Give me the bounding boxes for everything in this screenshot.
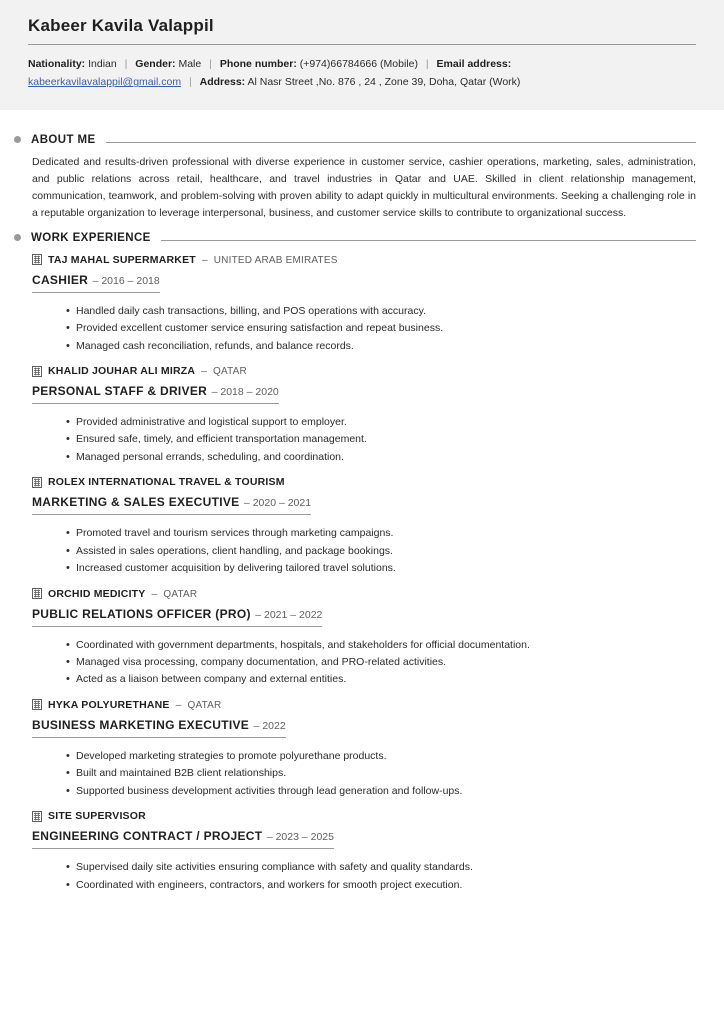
job-duty-item: • Managed visa processing, company documentation, and PRO-related activities. <box>66 654 696 671</box>
nationality-label: Nationality: <box>28 58 86 70</box>
section-rule <box>106 142 696 143</box>
job-title: BUSINESS MARKETING EXECUTIVE <box>32 717 250 732</box>
building-icon <box>32 366 42 377</box>
job-duties-list <box>32 414 696 466</box>
section-header-work-experience <box>28 232 696 244</box>
employer-name: ORCHID MEDICITY <box>48 587 146 600</box>
work-experience-entry <box>32 365 696 466</box>
job-dates-dash: – <box>211 386 221 399</box>
employer-dash: – <box>201 365 207 378</box>
email-link[interactable]: kabeerkavilavalappil@gmail.com <box>28 76 182 89</box>
header-divider <box>28 44 696 45</box>
job-dates: 2020 – 2021 <box>252 497 312 510</box>
section-work-experience <box>28 232 696 894</box>
job-dates-dash: – <box>253 719 263 732</box>
job-duty-item: • Promoted travel and tourism services through marketing campaigns. <box>66 525 696 542</box>
section-about-me <box>28 134 696 222</box>
phone-value: (+974)66784666 (Mobile) <box>299 58 418 70</box>
address-value: Al Nasr Street ,No. 876 , 24 , Zone 39, Doha, Qatar (Work) <box>247 76 521 89</box>
job-dates-dash: – <box>243 497 253 510</box>
job-duties-list <box>32 303 696 355</box>
resume-body <box>0 110 724 930</box>
field-separator-icon: | <box>425 58 429 70</box>
page-title: Kabeer Kavila Valappil <box>28 16 214 35</box>
job-title-line <box>32 271 160 293</box>
job-duties-list <box>32 525 696 577</box>
work-experience-entry <box>32 254 696 355</box>
job-duties-list <box>32 637 696 689</box>
employer-line <box>32 254 696 266</box>
job-duty-item: • Supported business development activities through lead generation and follow-ups. <box>66 783 696 800</box>
employer-location: UNITED ARAB EMIRATES <box>213 254 338 266</box>
job-duty-item: • Assisted in sales operations, client handling, and package bookings. <box>66 543 696 560</box>
job-dates: 2018 – 2020 <box>220 386 279 399</box>
resume-header <box>0 0 724 110</box>
employer-dash: – <box>175 698 182 711</box>
job-title-line <box>32 827 334 849</box>
job-duty-item: • Coordinated with engineers, contractors, and workers for smooth project execution. <box>66 877 696 894</box>
job-dates-dash: – <box>266 831 276 844</box>
employer-location: QATAR <box>187 699 222 711</box>
job-title: PERSONAL STAFF & DRIVER <box>32 384 208 399</box>
address-label: Address: <box>199 76 246 89</box>
job-duty-item: • Managed cash reconciliation, refunds, and balance records. <box>66 338 696 355</box>
gender-value: Male <box>178 58 202 70</box>
section-dot-icon <box>14 234 21 241</box>
job-dates: 2023 – 2025 <box>275 831 334 844</box>
job-duty-item: • Built and maintained B2B client relationships. <box>66 765 696 782</box>
contact-details <box>28 55 696 92</box>
job-duties-list <box>32 748 696 800</box>
job-duties-list <box>32 859 696 894</box>
field-separator-icon: | <box>209 58 212 70</box>
building-icon <box>32 811 42 822</box>
section-title-work-experience: WORK EXPERIENCE <box>31 231 151 244</box>
job-duty-item: • Provided excellent customer service ensuring satisfaction and repeat business. <box>66 320 696 337</box>
job-duty-item: • Increased customer acquisition by delivering tailored travel solutions. <box>66 560 696 577</box>
employer-line <box>32 588 696 600</box>
job-duty-item: • Managed personal errands, scheduling, and coordination. <box>66 449 696 466</box>
job-title-line <box>32 493 311 515</box>
employer-name: KHALID JOUHAR ALI MIRZA <box>48 365 196 378</box>
field-separator-icon: | <box>188 76 192 89</box>
employer-name: SITE SUPERVISOR <box>48 810 146 823</box>
work-experience-entry <box>32 810 696 894</box>
job-duty-item: • Handled daily cash transactions, billing, and POS operations with accuracy. <box>66 303 696 320</box>
job-dates: 2022 <box>262 719 286 732</box>
building-icon <box>32 254 42 265</box>
employer-line <box>32 365 696 377</box>
job-duty-item: • Ensured safe, timely, and efficient transportation management. <box>66 431 696 448</box>
job-duty-item: • Developed marketing strategies to promote polyurethane products. <box>66 748 696 765</box>
job-title: ENGINEERING CONTRACT / PROJECT <box>32 829 263 844</box>
section-title-about-me: ABOUT ME <box>31 133 96 146</box>
employer-location: QATAR <box>212 366 247 378</box>
nationality-value: Indian <box>88 58 117 70</box>
section-rule <box>161 240 696 241</box>
building-icon <box>32 477 42 488</box>
employer-location: QATAR <box>163 588 198 600</box>
job-dates: 2021 – 2022 <box>264 608 323 621</box>
about-me-text: Dedicated and results-driven professional with diverse experience in customer service, cashier operations, marketing, sales, administration, and public relations across retail, healthcare, and travel industries in Qatar and UAE. Skilled in client relationship management, communication, teamwork, and problem-solving with proven ability to adapt quickly in multicultural environments. Seeking a challenging role in a reputable organization to leverage interpersonal, business, and customer service skills to contribute to organizational success. <box>32 155 696 219</box>
job-title: PUBLIC RELATIONS OFFICER (PRO) <box>32 606 251 621</box>
phone-label: Phone number: <box>219 58 297 70</box>
job-title: CASHIER <box>32 272 89 287</box>
job-title-line <box>32 716 286 738</box>
employer-line <box>32 699 696 711</box>
building-icon <box>32 588 42 599</box>
work-experience-entry <box>32 699 696 800</box>
job-title-line <box>32 382 279 404</box>
work-experience-entry <box>32 476 696 577</box>
field-separator-icon: | <box>124 58 128 70</box>
employer-dash: – <box>201 253 208 266</box>
job-duty-item: • Coordinated with government departments, hospitals, and stakeholders for official documentation. <box>66 637 696 654</box>
job-dates: 2016 – 2018 <box>101 274 160 287</box>
job-dates-dash: – <box>92 274 102 287</box>
employer-line <box>32 810 696 822</box>
work-experience-entry <box>32 588 696 689</box>
employer-line <box>32 476 696 488</box>
email-label: Email address: <box>436 58 512 70</box>
gender-label: Gender: <box>135 58 176 70</box>
job-dates-dash: – <box>255 608 264 621</box>
employer-name: HYKA POLYURETHANE <box>48 698 170 711</box>
work-experience-list <box>28 254 696 894</box>
job-duty-item: • Provided administrative and logistical support to employer. <box>66 414 696 431</box>
section-header-about-me <box>28 134 696 146</box>
job-title-line <box>32 605 322 627</box>
employer-dash: – <box>151 587 158 600</box>
building-icon <box>32 699 42 710</box>
job-duty-item: • Acted as a liaison between company and external entities. <box>66 671 696 688</box>
job-duty-item: • Supervised daily site activities ensuring compliance with safety and quality standards. <box>66 859 696 876</box>
job-title: MARKETING & SALES EXECUTIVE <box>32 495 240 510</box>
employer-name: TAJ MAHAL SUPERMARKET <box>48 253 196 266</box>
employer-name: ROLEX INTERNATIONAL TRAVEL & TOURISM <box>48 476 285 489</box>
section-dot-icon <box>14 136 21 143</box>
